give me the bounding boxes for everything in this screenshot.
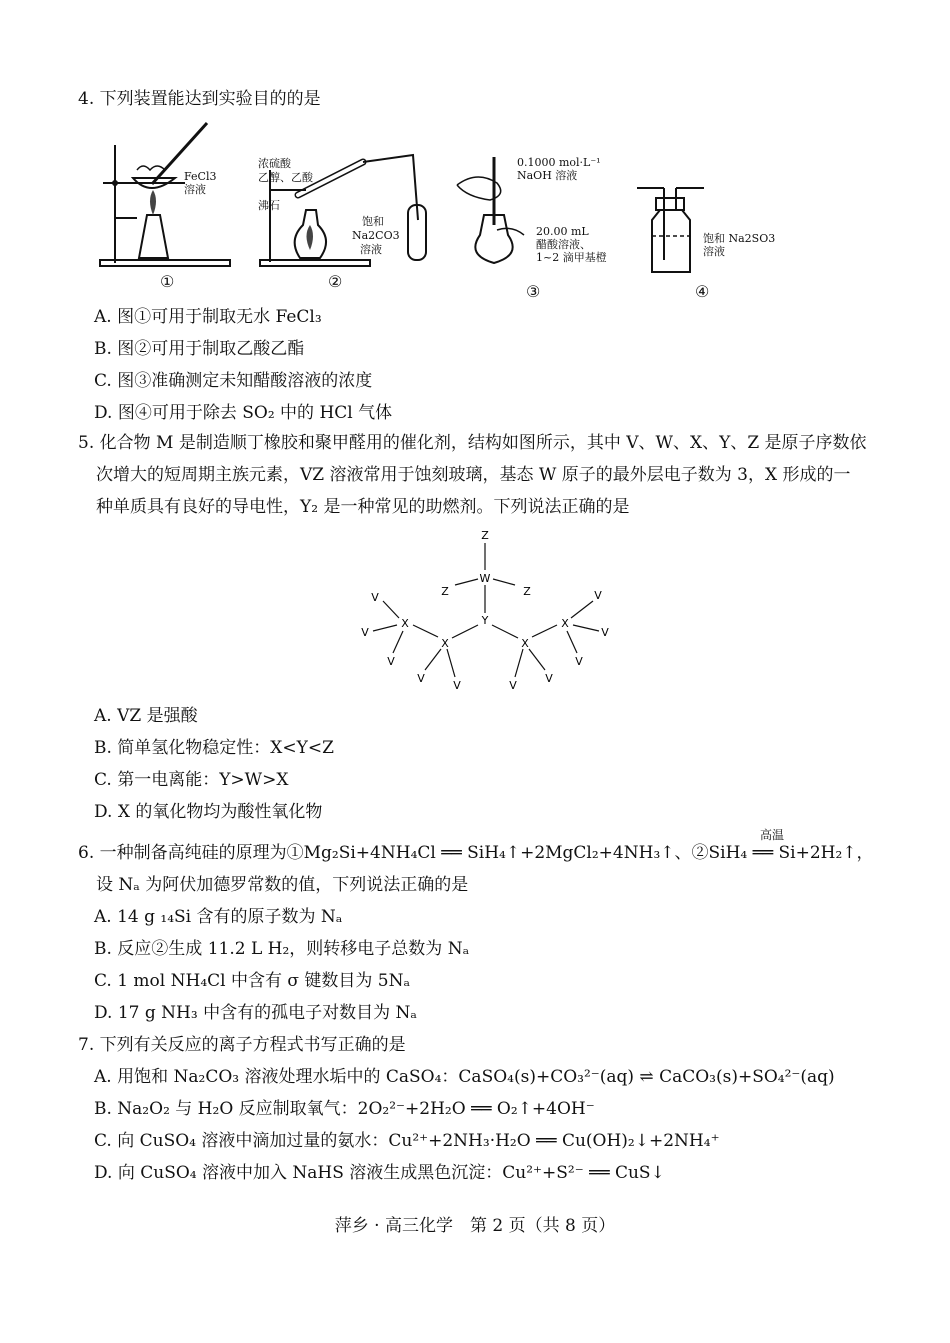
atom-z-left: Z	[441, 585, 449, 598]
figure-1-caption: FeCl3	[184, 170, 217, 183]
atom-v-4: V	[417, 672, 425, 685]
q7-option-c: C. 向 CuSO₄ 溶液中滴加过量的氨水：Cu²⁺+2NH₃·H₂O ══ Cu(OH)₂↓+2NH₄⁺	[94, 1131, 720, 1151]
q5-option-c: C. 第一电离能：Y>W>X	[94, 770, 289, 790]
q4-option-d: D. 图④可用于除去 SO₂ 中的 HCl 气体	[94, 403, 393, 423]
figure-1-label: ①	[160, 272, 175, 291]
atom-z-top: Z	[481, 529, 489, 542]
q5-stem-line-2: 次增大的短周期主族元素，VZ 溶液常用于蚀刻玻璃，基态 W 原子的最外层电子数为 3，X 形成的一	[96, 465, 851, 485]
atom-x-inner-right: X	[521, 637, 529, 650]
figure-4-apparatus	[632, 180, 707, 275]
figure-2-caption-sol: 溶液	[360, 243, 382, 256]
q4-option-b: B. 图②可用于制取乙酸乙酯	[94, 339, 305, 359]
figure-1-apparatus	[95, 120, 235, 270]
atom-w: W	[479, 572, 491, 585]
q4-stem: 4. 下列装置能达到实验目的的是	[78, 89, 321, 109]
atom-v-7: V	[545, 672, 553, 685]
q5-option-a: A. VZ 是强酸	[94, 706, 198, 726]
atom-v-2: V	[361, 626, 369, 639]
page-footer: 萍乡 · 高三化学 第 2 页（共 8 页）	[334, 1216, 616, 1236]
figure-4-caption-sol: 溶液	[703, 245, 725, 258]
q6-option-d: D. 17 g NH₃ 中含有的孤电子对数目为 Nₐ	[94, 1003, 417, 1023]
compound-m-structure	[355, 525, 615, 695]
figure-1-caption-2: 溶液	[184, 183, 206, 196]
atom-x-inner-left: X	[441, 637, 449, 650]
q6-option-a: A. 14 g ₁₄Si 含有的原子数为 Nₐ	[94, 907, 343, 927]
atom-z-right: Z	[523, 585, 531, 598]
atom-v-1: V	[371, 591, 379, 604]
figure-2-caption-chips: 沸石	[258, 199, 280, 212]
atom-v-3: V	[387, 655, 395, 668]
q7-stem: 7. 下列有关反应的离子方程式书写正确的是	[78, 1035, 406, 1055]
figure-4-label: ④	[695, 282, 710, 301]
atom-v-10: V	[594, 589, 602, 602]
figure-3-caption-indicator: 1~2 滴甲基橙	[536, 251, 607, 264]
q7-option-a: A. 用饱和 Na₂CO₃ 溶液处理水垢中的 CaSO₄：CaSO₄(s)+CO₃²⁻(aq) ⇌ CaCO₃(s)+SO₄²⁻(aq)	[94, 1067, 835, 1087]
atom-v-8: V	[575, 655, 583, 668]
atom-x-outer-left: X	[401, 617, 409, 630]
q6-stem-line-2: 设 Nₐ 为阿伏加德罗常数的值，下列说法正确的是	[96, 875, 469, 895]
figure-3-caption-vol: 20.00 mL	[536, 225, 589, 238]
figure-2-caption-na2co3: Na2CO3	[352, 229, 400, 242]
q6-condition: 高温	[760, 828, 785, 842]
atom-y: Y	[481, 614, 489, 627]
q4-option-a: A. 图①可用于制取无水 FeCl₃	[94, 307, 322, 327]
q5-stem-line-3: 种单质具有良好的导电性，Y₂ 是一种常见的助燃剂。下列说法正确的是	[96, 497, 630, 517]
q6-option-c: C. 1 mol NH₄Cl 中含有 σ 键数目为 5Nₐ	[94, 971, 411, 991]
figure-2-caption-reagents: 乙醇、乙酸	[258, 171, 313, 184]
figure-2-label: ②	[328, 272, 343, 291]
atom-v-9: V	[601, 626, 609, 639]
figure-3-label: ③	[526, 282, 541, 301]
q5-option-b: B. 简单氢化物稳定性：X<Y<Z	[94, 738, 334, 758]
q4-option-c: C. 图③准确测定未知醋酸溶液的浓度	[94, 371, 373, 391]
figure-2-caption-sat: 饱和	[362, 215, 384, 228]
atom-v-5: V	[453, 679, 461, 692]
figure-2-caption-acid: 浓硫酸	[258, 157, 291, 170]
q7-option-d: D. 向 CuSO₄ 溶液中加入 NaHS 溶液生成黑色沉淀：Cu²⁺+S²⁻ ══ CuS↓	[94, 1163, 665, 1183]
figure-3-caption-conc: 0.1000 mol·L⁻¹	[517, 156, 601, 169]
figure-3-caption-acetic: 醋酸溶液、	[536, 238, 591, 251]
atom-x-outer-right: X	[561, 617, 569, 630]
atom-v-6: V	[509, 679, 517, 692]
q6-option-b: B. 反应②生成 11.2 L H₂，则转移电子总数为 Nₐ	[94, 939, 470, 959]
q5-stem-line-1: 5. 化合物 M 是制造顺丁橡胶和聚甲醛用的催化剂，结构如图所示，其中 V、W、X、Y、Z 是原子序数依	[78, 433, 867, 453]
q5-option-d: D. X 的氧化物均为酸性氧化物	[94, 802, 323, 822]
q7-option-b: B. Na₂O₂ 与 H₂O 反应制取氧气：2O₂²⁻+2H₂O ══ O₂↑+4OH⁻	[94, 1099, 595, 1119]
figure-4-caption-reagent: 饱和 Na2SO3	[703, 232, 776, 245]
figure-3-caption-naoh: NaOH 溶液	[517, 169, 578, 182]
q6-stem-line-1: 6. 一种制备高纯硅的原理为①Mg₂Si+4NH₄Cl ══ SiH₄↑+2MgCl₂+4NH₃↑、②SiH₄ ══ Si+2H₂↑，	[78, 843, 874, 863]
